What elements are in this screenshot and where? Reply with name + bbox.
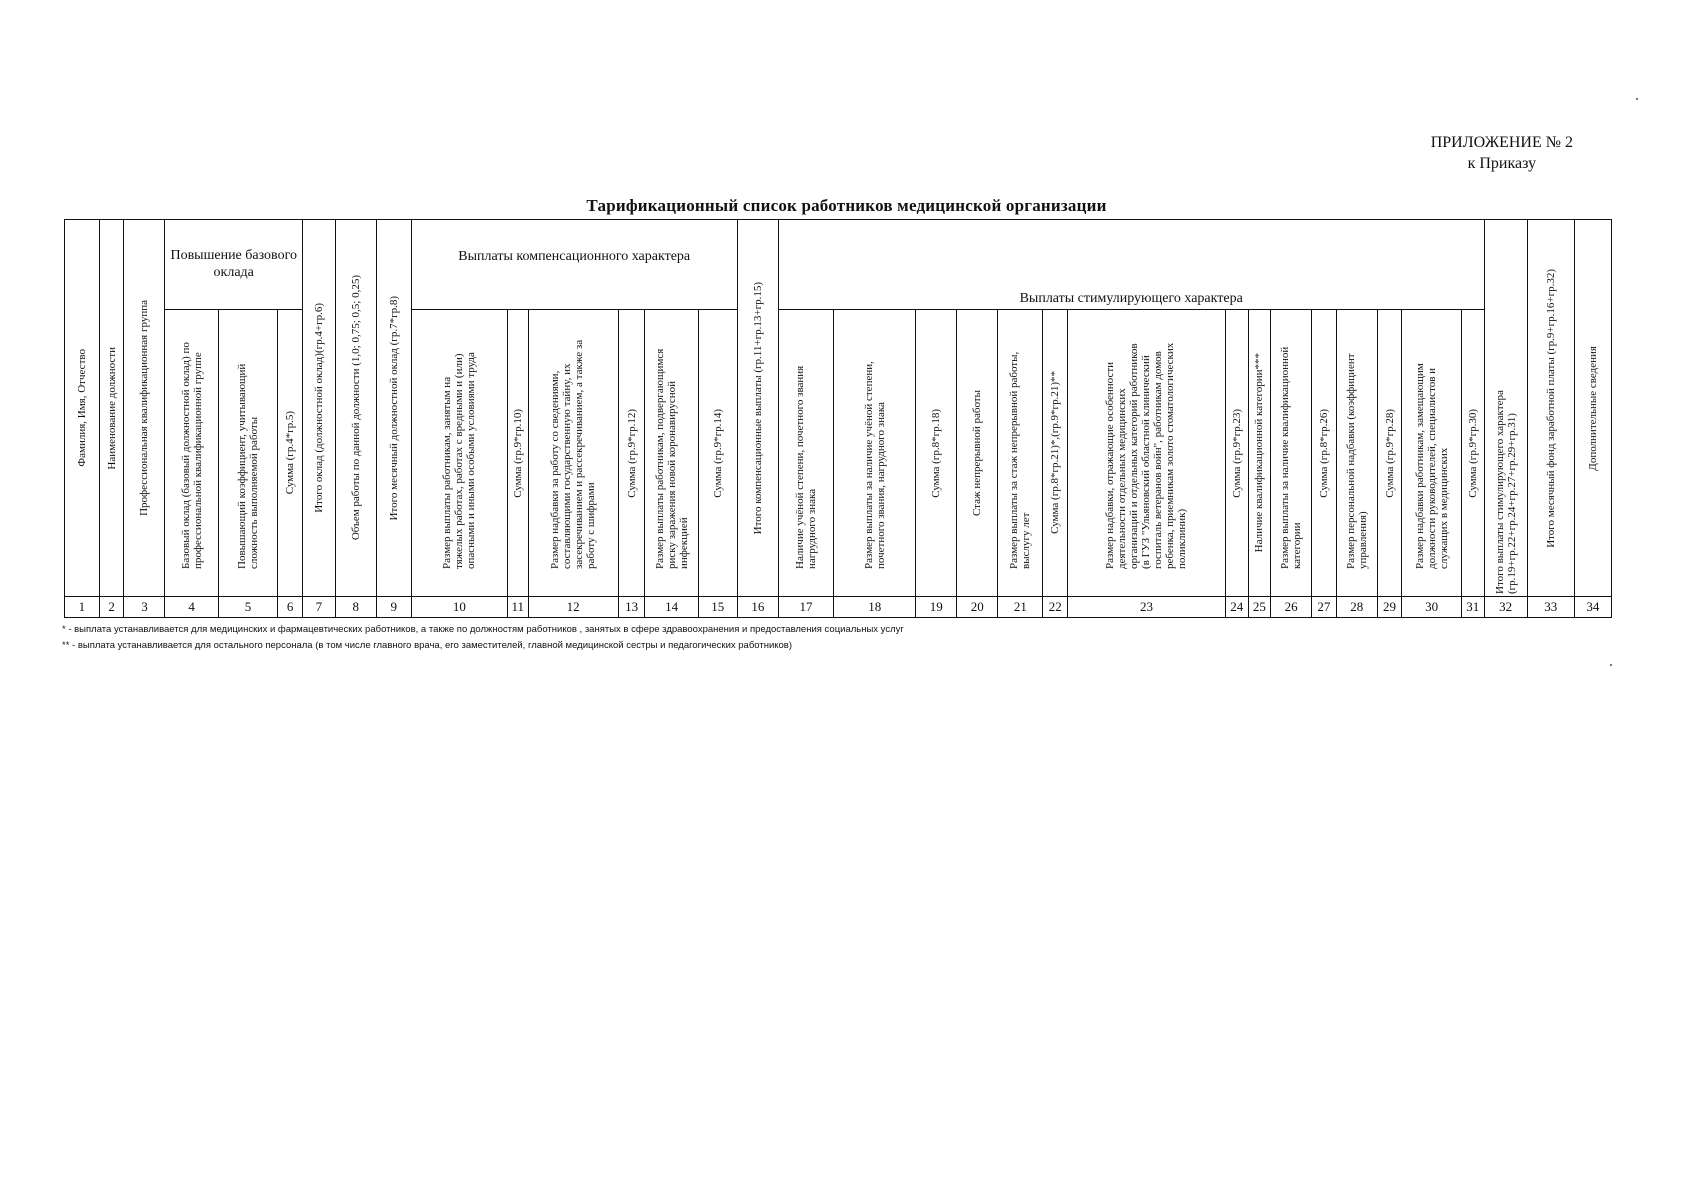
col-label-2: Наименование должности (105, 346, 118, 470)
col-label-14: Размер выплаты работникам, подвергающимся риску заражения новой коронавирусной инфекцией (653, 348, 690, 569)
col-head-2 (99, 220, 124, 597)
col-label-34: Дополнительные сведения (1586, 345, 1599, 471)
col-num-34: 34 (1574, 597, 1611, 618)
col-label-19: Сумма (гр.8*гр.18) (930, 408, 943, 498)
col-head-34 (1574, 220, 1611, 597)
col-num-20: 20 (957, 597, 998, 618)
col-num-4: 4 (165, 597, 218, 618)
col-label-16: Итого компенсационные выплаты (гр.11+гр.13+гр.15) (751, 281, 764, 535)
scan-speck (1610, 664, 1612, 666)
col-head-12 (528, 309, 618, 596)
col-head-24 (1225, 309, 1248, 596)
col-num-23: 23 (1068, 597, 1226, 618)
col-head-15 (698, 309, 737, 596)
col-num-29: 29 (1377, 597, 1402, 618)
group-base-increase: Повышение базового оклада (165, 220, 302, 310)
col-label-20: Стаж непрерывной работы (971, 389, 984, 516)
col-label-13: Сумма (гр.9*гр.12) (625, 408, 638, 498)
col-head-4 (165, 309, 218, 596)
col-num-17: 17 (778, 597, 833, 618)
col-num-7: 7 (302, 597, 335, 618)
col-label-18: Размер выплаты за наличие учёной степени, почетного звания, нагрудного знака (862, 361, 887, 569)
scan-speck (1636, 98, 1638, 100)
col-num-9: 9 (376, 597, 411, 618)
col-label-5: Повышающий коэффициент, учитывающий сложность выполняемой работы (236, 363, 261, 569)
col-label-17: Наличие учёной степени, почетного звания нагрудного знака (794, 365, 819, 569)
col-head-5 (218, 309, 277, 596)
col-head-1 (65, 220, 100, 597)
col-num-27: 27 (1312, 597, 1337, 618)
col-num-22: 22 (1043, 597, 1068, 618)
col-label-15: Сумма (гр.9*гр.14) (711, 408, 724, 498)
footnote-1: * - выплата устанавливается для медицинских и фармацевтических работников, а также по должностям работников , занятых в сфере здравоохранения и предоставления социальных услуг (62, 624, 904, 635)
col-label-23: Размер надбавки, отражающие особенности деятельности отдельных медицинских организаций и отдельных категорий работников (в ГУЗ "Ульяновский областной клинический госпиталь ветеранов войн", работникам домов ребенка, приемникам золото стоматологических поликлиник) (1104, 342, 1189, 569)
col-num-10: 10 (411, 597, 507, 618)
document-title-text: Тарификационный список работников медицинской организации (586, 196, 1107, 215)
col-num-2: 2 (99, 597, 124, 618)
col-num-25: 25 (1248, 597, 1271, 618)
col-num-26: 26 (1271, 597, 1312, 618)
col-num-12: 12 (528, 597, 618, 618)
col-label-26: Размер выплаты за наличие квалификационной категории (1279, 346, 1304, 569)
col-label-7: Итого оклад (должностной оклад)(гр.4+гр.6) (312, 303, 325, 513)
document-title (0, 196, 1693, 216)
appendix-header (1431, 132, 1573, 174)
col-label-33: Итого месячный фонд заработной платы (гр.9+гр.16+гр.32) (1544, 268, 1557, 548)
col-label-4: Базовый оклад (базовый должностной оклад) по профессиональной квалификационной группе (179, 341, 204, 569)
col-num-33: 33 (1527, 597, 1574, 618)
col-label-25: Наличие квалификационной категории*** (1253, 353, 1266, 553)
col-head-29 (1377, 309, 1402, 596)
col-label-22: Сумма (гр.8*гр.21)*,(гр.9*гр.21)** (1049, 371, 1062, 535)
col-head-14 (645, 309, 698, 596)
col-head-27 (1312, 309, 1337, 596)
col-label-28: Размер персональной надбавки (коэффициент управления) (1344, 353, 1369, 569)
col-num-8: 8 (335, 597, 376, 618)
column-numbers-row (65, 597, 1612, 618)
col-num-24: 24 (1225, 597, 1248, 618)
col-head-26 (1271, 309, 1312, 596)
col-label-30: Размер надбавки работникам, замещающим должности руководителей, специалистов и служащих в медицинских (1413, 363, 1450, 569)
col-label-9: Итого месячный должностной оклад (гр.7*гр.8) (387, 295, 400, 521)
col-num-30: 30 (1402, 597, 1461, 618)
col-label-21: Размер выплаты за стаж непрерывной работы, выслугу лет (1008, 351, 1033, 569)
col-head-25 (1248, 309, 1271, 596)
col-label-32: Итого выплаты стимулирующего характера (гр.19+гр.22+гр.24+гр.27+гр.29+гр.31) (1493, 390, 1518, 594)
col-head-9 (376, 220, 411, 597)
col-head-19 (916, 309, 957, 596)
group-stimulating: Выплаты стимулирующего характера (778, 220, 1484, 310)
tariff-table (64, 219, 1612, 618)
col-label-6: Сумма (гр.4*гр.5) (284, 411, 297, 495)
col-head-21 (998, 309, 1043, 596)
col-num-1: 1 (65, 597, 100, 618)
col-label-31: Сумма (гр.9*гр.30) (1466, 408, 1479, 498)
col-head-28 (1336, 309, 1377, 596)
col-num-5: 5 (218, 597, 277, 618)
col-head-8 (335, 220, 376, 597)
col-head-30 (1402, 309, 1461, 596)
col-head-22 (1043, 309, 1068, 596)
col-num-15: 15 (698, 597, 737, 618)
col-head-20 (957, 309, 998, 596)
col-label-1: Фамилия, Имя, Отчество (75, 349, 88, 467)
col-label-3: Профессиональная квалификационная группа (138, 300, 151, 516)
col-num-6: 6 (278, 597, 303, 618)
col-label-11: Сумма (гр.9*гр.10) (511, 408, 524, 498)
col-head-31 (1461, 309, 1484, 596)
col-head-13 (618, 309, 645, 596)
tariff-table-wrap (64, 219, 1612, 618)
col-num-3: 3 (124, 597, 165, 618)
col-num-11: 11 (508, 597, 529, 618)
appendix-order-ref: к Приказу (1467, 155, 1537, 172)
footnote-2: ** - выплата устанавливается для остального персонала (в том числе главного врача, его заместителей, главной медицинской сестры и педагогических работников) (62, 640, 793, 651)
col-label-24: Сумма (гр.9*гр.23) (1230, 408, 1243, 498)
col-num-13: 13 (618, 597, 645, 618)
col-num-31: 31 (1461, 597, 1484, 618)
col-num-16: 16 (737, 597, 778, 618)
col-label-27: Сумма (гр.8*гр.26) (1317, 408, 1330, 498)
col-head-23 (1068, 309, 1226, 596)
appendix-number: ПРИЛОЖЕНИЕ № 2 (1430, 134, 1573, 151)
col-num-32: 32 (1484, 597, 1527, 618)
col-num-14: 14 (645, 597, 698, 618)
col-head-3 (124, 220, 165, 597)
group-compensation: Выплаты компенсационного характера (411, 220, 737, 310)
col-label-29: Сумма (гр.9*гр.28) (1383, 408, 1396, 498)
col-num-21: 21 (998, 597, 1043, 618)
col-head-11 (508, 309, 529, 596)
col-head-10 (411, 309, 507, 596)
col-head-17 (778, 309, 833, 596)
col-num-28: 28 (1336, 597, 1377, 618)
col-label-8: Объем работы по данной должности (1,0; 0,75; 0,5; 0,25) (349, 275, 362, 541)
col-label-10: Размер выплаты работникам, занятым на тяжелых работах, работах с вредными и (или) опасными и иными особыми условиями труда (441, 352, 478, 569)
col-head-16 (737, 220, 778, 597)
col-head-6 (278, 309, 303, 596)
col-head-18 (834, 309, 916, 596)
col-num-18: 18 (834, 597, 916, 618)
col-head-7 (302, 220, 335, 597)
col-label-12: Размер надбавки за работу со сведениями, составляющими государственную тайну, их засекречиванием и рассекречиванием, а также за работу с шифрами (549, 339, 598, 569)
col-num-19: 19 (916, 597, 957, 618)
col-head-32 (1484, 220, 1527, 597)
col-head-33 (1527, 220, 1574, 597)
